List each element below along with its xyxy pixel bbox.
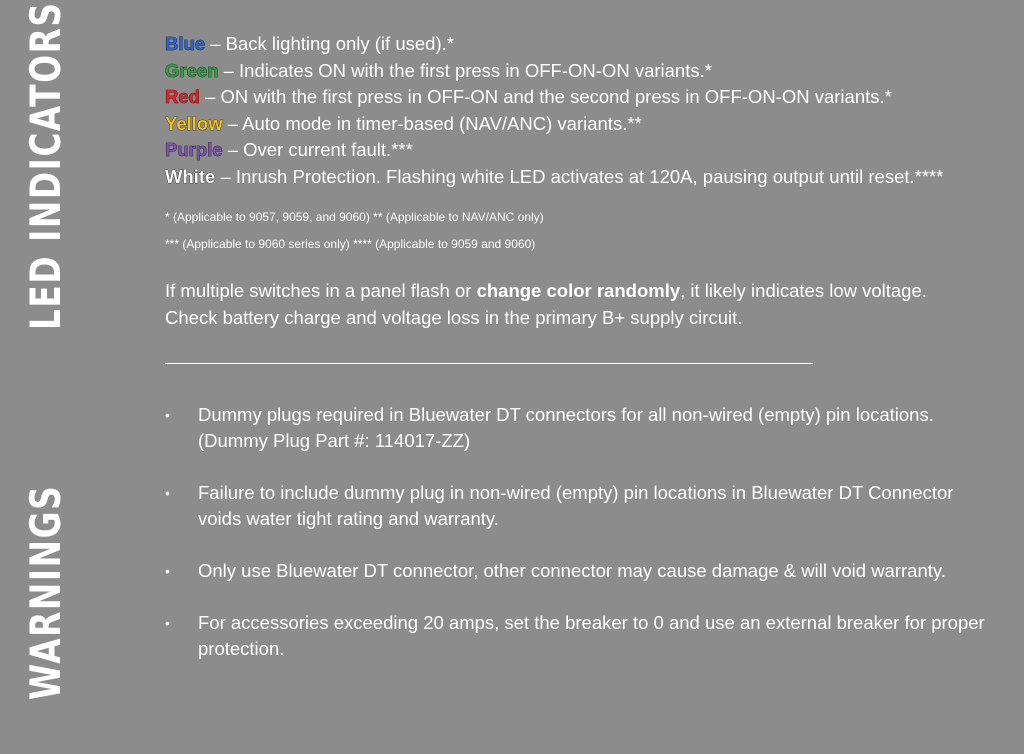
warning-item: [165, 610, 998, 662]
color-name-blue: Blue: [165, 33, 206, 54]
divider-line: [165, 363, 813, 364]
bullet-icon: •: [165, 563, 170, 579]
color-name-white: White: [165, 165, 216, 187]
led-description: – Auto mode in timer-based (NAV/ANC) variants.**: [222, 112, 642, 134]
warning-item: [165, 480, 998, 532]
led-indicators-heading: LED INDICATORS: [21, 1, 70, 330]
warning-text: Only use Bluewater DT connector, other connector may cause damage & will void warranty.: [198, 560, 946, 581]
led-item-blue: [165, 31, 995, 58]
led-description: – Back lighting only (if used).*: [205, 33, 454, 54]
warnings-list: [165, 402, 995, 662]
bullet-icon: •: [165, 407, 170, 423]
led-description: – Inrush Protection. Flashing white LED activates at 120A, pausing output until reset.****: [215, 165, 944, 187]
led-description: – Indicates ON with the first press in OFF-ON-ON variants.*: [218, 59, 712, 81]
led-item-yellow: [165, 111, 995, 138]
color-name-red: Red: [165, 86, 200, 107]
led-indicator-list: [165, 31, 995, 190]
led-description: – ON with the first press in OFF-ON and the second press in OFF-ON-ON variants.*: [199, 86, 892, 107]
footnotes: [165, 204, 995, 258]
color-name-yellow: Yellow: [165, 112, 223, 134]
color-name-purple: Purple: [165, 139, 223, 160]
led-description: – Over current fault.***: [222, 139, 413, 160]
led-item-green: [165, 58, 995, 85]
main-content: [165, 31, 995, 688]
note-emphasis: change color randomly: [476, 280, 681, 301]
color-name-green: Green: [165, 59, 219, 81]
bullet-icon: •: [165, 615, 170, 631]
led-item-white: [165, 164, 965, 191]
footnote-line: *** (Applicable to 9060 series only) **** (Applicable to 9059 and 9060): [165, 237, 536, 251]
warning-text: Dummy plugs required in Bluewater DT connectors for all non-wired (empty) pin locations. (Dummy Plug Part #: 114017-ZZ): [198, 404, 934, 451]
warning-item: [165, 558, 998, 584]
bullet-icon: •: [165, 485, 170, 501]
note-text: If multiple switches in a panel flash or: [165, 280, 477, 301]
footnote-line: * (Applicable to 9057, 9059, and 9060) ** (Applicable to NAV/ANC only): [165, 210, 544, 224]
low-voltage-note: [165, 278, 965, 331]
note-text: , it likely indicates low voltage. Check battery charge and voltage loss in the primary B+ supply circuit.: [165, 280, 927, 328]
warnings-heading: WARNINGS: [21, 484, 70, 700]
warning-text: Failure to include dummy plug in non-wired (empty) pin locations in Bluewater DT Connector voids water tight rating and warranty.: [198, 482, 954, 529]
warning-text: For accessories exceeding 20 amps, set the breaker to 0 and use an external breaker for proper protection.: [198, 612, 985, 659]
led-item-purple: [165, 137, 995, 164]
led-item-red: [165, 84, 995, 111]
warning-item: [165, 402, 998, 454]
